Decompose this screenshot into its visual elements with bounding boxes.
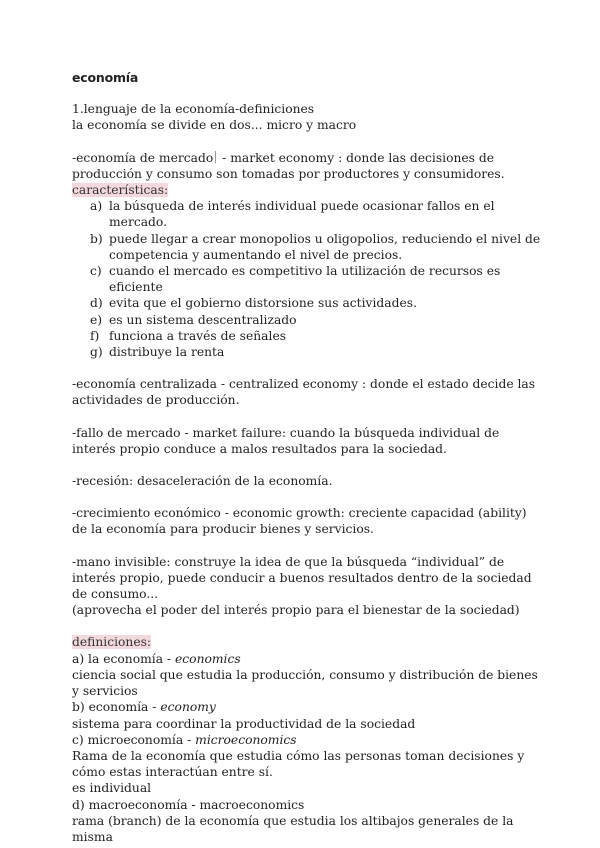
definition-a-head: [72, 651, 542, 667]
market-economy-definition: - market economy : donde las decisiones de producción y consumo son tomadas por productores y consumidores.: [72, 150, 505, 181]
list-item-text: distribuye la renta: [109, 345, 225, 360]
intro-line-1: 1.lenguaje de la economía-definiciones: [72, 102, 315, 117]
list-item: [90, 198, 542, 230]
list-marker: d): [90, 296, 103, 311]
list-item-text: evita que el gobierno distorsione sus actividades.: [109, 296, 417, 311]
intro-section: [72, 101, 542, 133]
recession-section: [72, 473, 542, 489]
definition-b-term: b) economía -: [72, 700, 161, 715]
text-cursor: [215, 151, 216, 163]
list-item: [90, 263, 542, 295]
list-marker: g): [90, 345, 103, 360]
list-marker: f): [90, 328, 100, 343]
list-item: [90, 328, 542, 344]
invisible-hand-note: (aprovecha el poder del interés propio para el bienestar de la sociedad): [72, 603, 520, 618]
definitions-section: [72, 634, 542, 845]
list-item-text: funciona a través de señales: [109, 328, 287, 343]
recession-paragraph: -recesión: desaceleración de la economía.: [72, 474, 333, 489]
list-item: [90, 312, 542, 328]
definition-c-body: Rama de la economía que estudia cómo las personas toman decisiones y cómo estas interactúan entre sí.: [72, 748, 525, 780]
list-item-text: puede llegar a crear monopolios u oligopolios, reduciendo el nivel de competencia y aumentando el nivel de precios.: [109, 231, 541, 262]
economic-growth-paragraph: -crecimiento económico - economic growth: creciente capacidad (ability) de la economía para producir bienes y servicios.: [72, 506, 527, 537]
market-economy-term: -economía de mercado: [72, 150, 214, 165]
list-item: [90, 344, 542, 360]
centralized-economy-section: [72, 376, 542, 408]
definition-b-body: sistema para coordinar la productividad de la sociedad: [72, 716, 416, 731]
definition-b-head: [72, 699, 542, 715]
market-failure-paragraph: -fallo de mercado - market failure: cuando la búsqueda individual de interés propio conduce a malos resultados para la sociedad.: [72, 425, 500, 456]
definition-c-english: microeconomics: [195, 732, 297, 747]
definitions-heading-line: [72, 634, 542, 650]
list-item-text: cuando el mercado es competitivo la utilización de recursos es eficiente: [109, 264, 501, 295]
definition-a-body: ciencia social que estudia la producción, consumo y distribución de bienes y servicios: [72, 667, 538, 699]
definition-d-head: d) macroeconomía - macroeconomics: [72, 797, 305, 812]
list-item: [90, 295, 542, 311]
definition-b-english: economy: [160, 700, 216, 715]
definition-a-term: a) la economía -: [72, 651, 175, 666]
definition-d-body: rama (branch) de la economía que estudia los altibajos generales de la misma: [72, 813, 514, 844]
market-economy-paragraph: [72, 150, 542, 182]
market-economy-section: [72, 150, 542, 361]
definition-c-term: c) microeconomía -: [72, 732, 196, 747]
definition-a-english: economics: [175, 651, 241, 666]
characteristics-heading: características:: [72, 183, 169, 198]
list-item: [90, 231, 542, 263]
list-item-text: la búsqueda de interés individual puede ocasionar fallos en el mercado.: [109, 199, 495, 230]
document-page: [72, 70, 542, 845]
list-marker: e): [90, 312, 103, 327]
definition-c-head: [72, 732, 542, 748]
invisible-hand-section: [72, 554, 542, 619]
list-marker: b): [90, 231, 103, 246]
list-marker: a): [90, 199, 103, 214]
document-title: economía: [72, 70, 139, 85]
definition-c-extra: es individual: [72, 781, 152, 796]
centralized-economy-paragraph: -economía centralizada - centralized economy : donde el estado decide las actividades de producción.: [72, 377, 536, 408]
invisible-hand-paragraph: -mano invisible: construye la idea de que la búsqueda “individual” de interés propio, puede conducir a buenos resultados dentro de la sociedad de consumo...: [72, 554, 532, 602]
characteristics-list: [72, 198, 542, 360]
intro-line-2: la economía se divide en dos... micro y macro: [72, 118, 357, 133]
market-failure-section: [72, 425, 542, 457]
economic-growth-section: [72, 505, 542, 537]
definitions-heading: definiciones:: [72, 635, 152, 650]
list-marker: c): [90, 264, 102, 279]
characteristics-heading-line: [72, 182, 542, 198]
list-item-text: es un sistema descentralizado: [109, 312, 297, 327]
